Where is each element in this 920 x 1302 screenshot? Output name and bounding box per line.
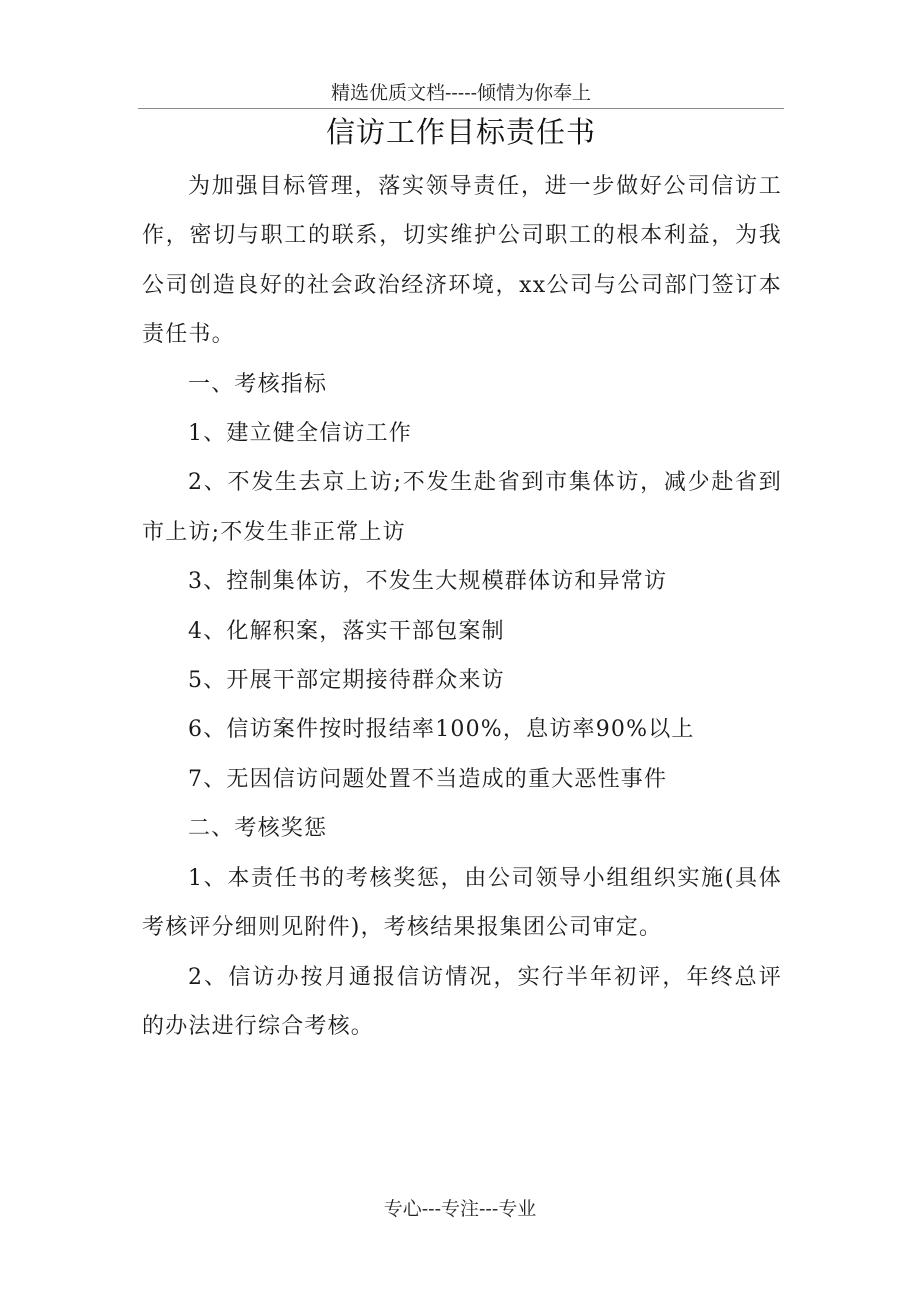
page-header: 精选优质文档-----倾情为你奉上 [138, 78, 784, 109]
indicator-item: 1、建立健全信访工作 [188, 421, 412, 447]
section-heading-rewards: 二、考核奖惩 [188, 816, 328, 842]
document-title: 信访工作目标责任书 [325, 115, 596, 149]
indicator-item: 2、不发生去京上访;不发生赴省到市集体访，减少赴省到市上访;不发生非正常上访 [142, 470, 782, 545]
section-heading-indicators: 一、考核指标 [188, 371, 328, 397]
indicator-item: 7、无因信访问题处置不当造成的重大恶性事件 [188, 766, 668, 792]
indicator-item: 6、信访案件按时报结率100%，息访率90%以上 [188, 717, 695, 743]
reward-item: 2、信访办按月通报信访情况，实行半年初评，年终总评的办法进行综合考核。 [142, 964, 782, 1039]
document-body [142, 162, 782, 1051]
intro-paragraph: 为加强目标管理，落实领导责任，进一步做好公司信访工作，密切与职工的联系，切实维护公司职工的根本利益，为我公司创造良好的社会政治经济环境，xx公司与公司部门签订本责任书。 [142, 174, 782, 348]
reward-item: 1、本责任书的考核奖惩，由公司领导小组组织实施(具体考核评分细则见附件)，考核结果报集团公司审定。 [142, 865, 782, 941]
page-footer: 专心---专注---专业 [383, 1198, 537, 1220]
indicator-item: 3、控制集体访，不发生大规模群体访和异常访 [188, 569, 668, 595]
indicator-item: 4、化解积案，落实干部包案制 [188, 618, 505, 644]
indicator-item: 5、开展干部定期接待群众来访 [188, 668, 505, 694]
